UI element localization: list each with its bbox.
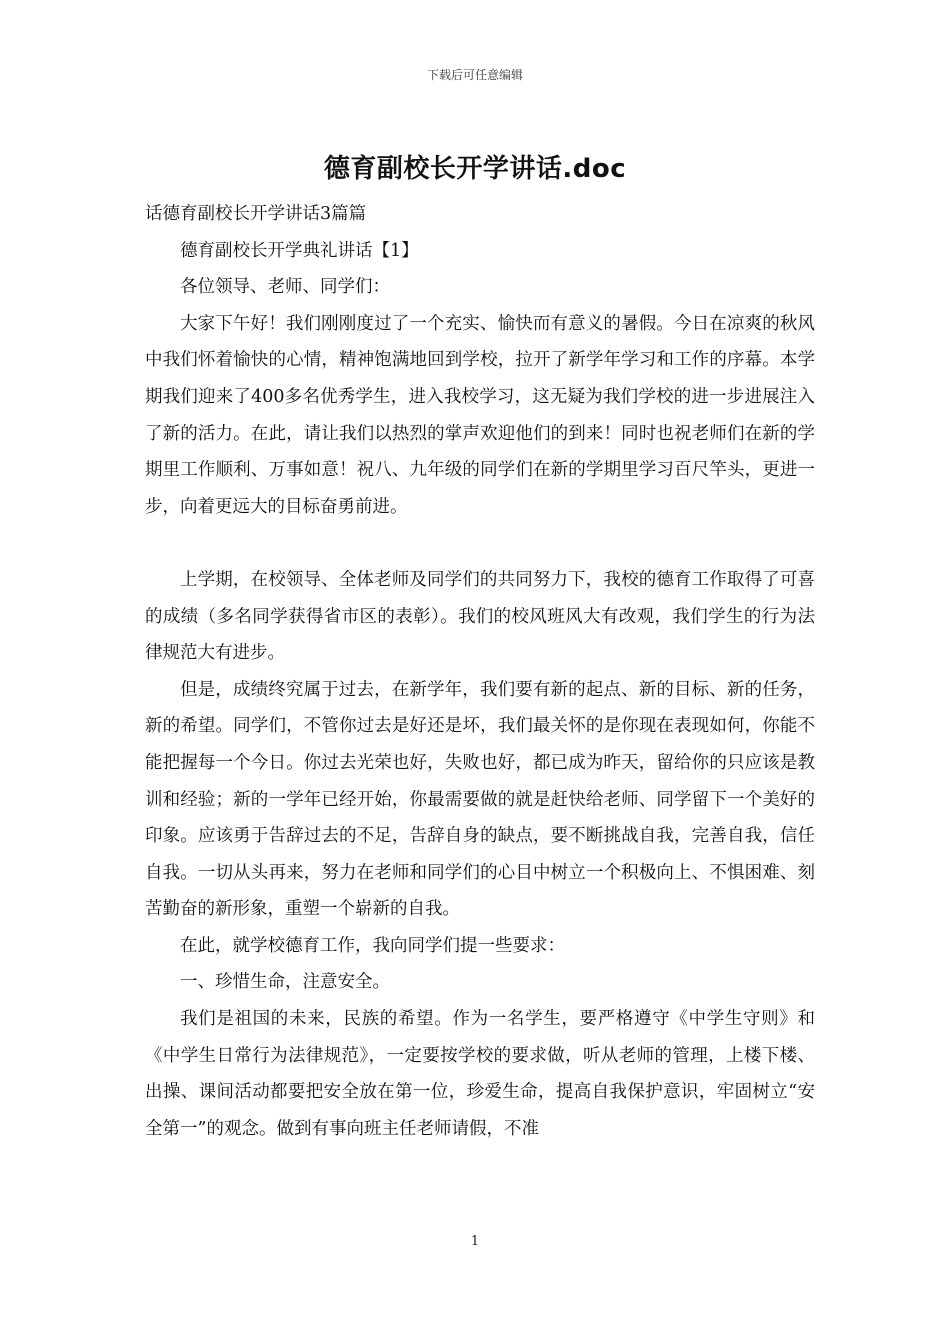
paragraph: 话德育副校长开学讲话3篇篇 [145, 204, 367, 224]
header-note: 下载后可任意编辑 [426, 68, 523, 82]
paragraph: 我们是祖国的未来，民族的希望。作为一名学生，要严格遵守《中学生守则》和《中学生日常行为法律规范》，一定要按学校的要求做，听从老师的管理，上楼下楼、出操、课间活动都要把安全放在第一位，珍爱生命，提高自我保护意识，牢固树立“安全第一”的观念。做到有事向班主任老师请假，不准 [145, 1009, 815, 1139]
document-body [145, 196, 815, 1147]
paragraph: 但是，成绩终究属于过去，在新学年，我们要有新的起点、新的目标、新的任务，新的希望。同学们，不管你过去是好还是坏，我们最关怀的是你现在表现如何，你能不能把握每一个今日。你过去光荣也好，失败也好，都已成为昨天，留给你的只应该是教训和经验；新的一学年已经开始，你最需要做的就是赶快给老师、同学留下一个美好的印象。应该勇于告辞过去的不足，告辞自身的缺点，要不断挑战自我，完善自我，信任自我。一切从头再来，努力在老师和同学们的心目中树立一个积极向上、不惧困难、刻苦勤奋的新形象，重塑一个崭新的自我。 [145, 679, 815, 920]
paragraph: 上学期，在校领导、全体老师及同学们的共同努力下，我校的德育工作取得了可喜的成绩（多名同学获得省市区的表彰）。我们的校风班风大有改观，我们学生的行为法律规范大有进步。 [145, 569, 815, 664]
paragraph: 在此，就学校德育工作，我向同学们提一些要求： [180, 935, 565, 956]
paragraph: 德育副校长开学典礼讲话【1】 [180, 240, 419, 261]
paragraph: 各位领导、老师、同学们： [180, 277, 390, 298]
paragraph: 一、珍惜生命，注意安全。 [180, 972, 390, 993]
paragraph: 大家下午好！我们刚刚度过了一个充实、愉快而有意义的暑假。今日在凉爽的秋风中我们怀着愉快的心情，精神饱满地回到学校，拉开了新学年学习和工作的序幕。本学期我们迎来了400多名优秀学生，进入我校学习，这无疑为我们学校的进一步进展注入了新的活力。在此，请让我们以热烈的掌声欢迎他们的到来！同时也祝老师们在新的学期里工作顺利、万事如意！祝八、九年级的同学们在新的学期里学习百尺竿头，更进一步，向着更远大的目标奋勇前进。 [145, 313, 815, 517]
document-title: 德育副校长开学讲话.doc [323, 154, 627, 184]
page-number: 1 [470, 1234, 480, 1249]
